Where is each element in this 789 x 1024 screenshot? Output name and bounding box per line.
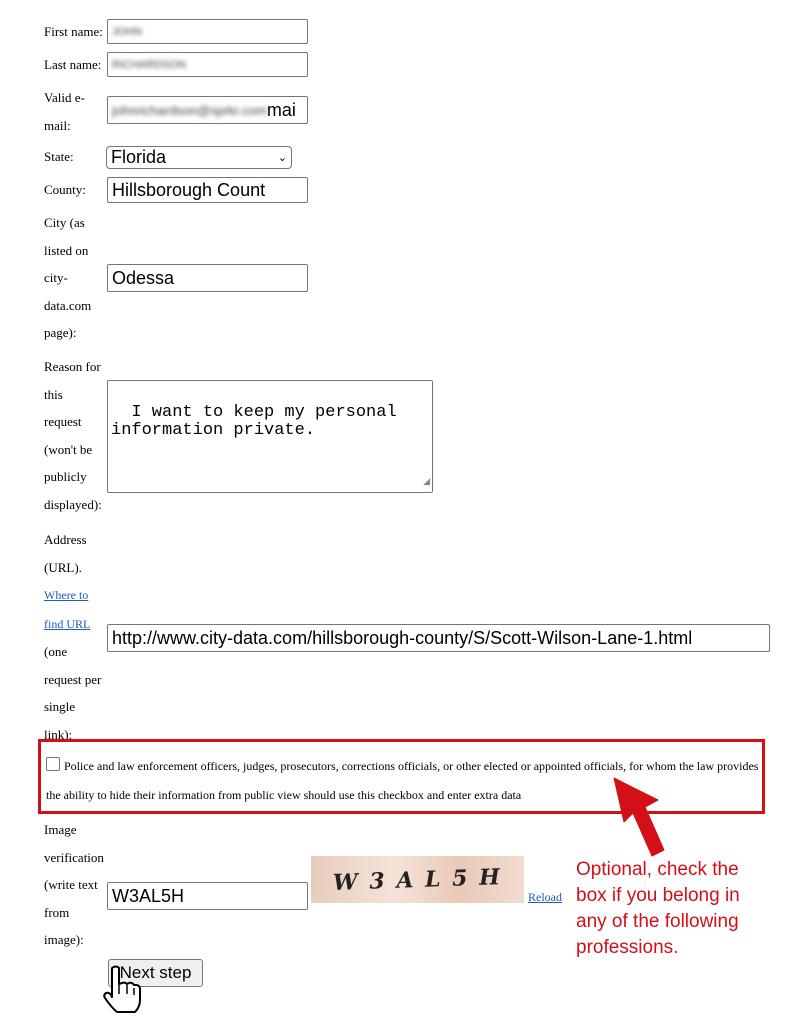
next-step-label: Next step (119, 963, 192, 982)
email-value-suffix: mai (266, 99, 296, 120)
state-select[interactable] (106, 146, 292, 169)
reason-value: I want to keep my personal information private. (111, 403, 397, 440)
city-value: Odessa (112, 267, 175, 288)
image-label-line: from (44, 904, 70, 920)
city-label-line: data.com (44, 297, 92, 313)
address-label-line: request per (44, 671, 102, 687)
address-label (44, 526, 104, 742)
officials-checkbox-text: Police and law enforcement officers, judges, prosecutors, corrections officials, or other elected or appointed officials, for whom the law provides the ability to hide their information from public view should use this checkbox and enter extra data (46, 759, 759, 802)
callout-line: box if you belong in (576, 885, 740, 906)
email-obscured: johnrichardson@sprkr.com (112, 102, 267, 118)
email-label-line2: mail: (44, 118, 71, 133)
captcha-value: W3AL5H (112, 885, 185, 906)
email-input[interactable] (107, 96, 308, 124)
address-label-line: Address (44, 532, 87, 547)
address-label-line: (one (44, 644, 68, 659)
county-label: County: (44, 182, 86, 197)
hand-pointer-cursor-icon (98, 964, 140, 1018)
first-name-value: JOHN (112, 25, 142, 38)
city-label (44, 209, 104, 347)
captcha-image-text: W 3 A L 5 H (332, 863, 503, 896)
image-verification-label (44, 816, 104, 954)
image-label-line: verification (44, 849, 104, 865)
annotation-arrow-icon (600, 770, 680, 860)
captcha-reload-link[interactable]: Reload (528, 890, 562, 904)
last-name-input[interactable] (107, 52, 308, 77)
address-value: http://www.city-data.com/hillsborough-county/S/Scott-Wilson-Lane-1.html (112, 627, 693, 648)
callout-text (576, 857, 740, 961)
county-value: Hillsborough Count (112, 179, 266, 200)
captcha-image (311, 856, 524, 903)
where-to-find-url-link[interactable]: find URL (44, 616, 91, 631)
officials-checkbox[interactable] (46, 757, 60, 771)
state-label: State: (44, 149, 74, 164)
chevron-down-icon: ⌄ (277, 152, 287, 164)
resize-handle-icon[interactable]: ◢ (423, 477, 430, 487)
reason-label-line: displayed): (44, 496, 102, 512)
image-label-line: (write text (44, 877, 98, 892)
county-input[interactable] (107, 177, 308, 203)
first-name-label: First name: (44, 24, 103, 39)
email-label-line1: Valid e- (44, 90, 85, 105)
last-name-label: Last name: (44, 57, 102, 72)
where-to-find-url-link[interactable]: Where to (44, 588, 89, 602)
address-url-input[interactable] (107, 624, 770, 652)
state-value: Florida (111, 147, 167, 167)
address-label-line: link): (44, 726, 73, 742)
callout-line: any of the following (576, 911, 739, 932)
reason-label-line: (won't be (44, 441, 93, 457)
callout-line: professions. (576, 937, 679, 958)
reason-label-line: request (44, 414, 82, 429)
first-name-input[interactable] (107, 19, 308, 44)
address-label-line: single (44, 699, 76, 714)
reason-label-line: publicly (44, 469, 87, 484)
captcha-input[interactable] (107, 882, 308, 910)
reason-label (44, 353, 104, 518)
callout-line: Optional, check the (576, 859, 739, 880)
city-input[interactable] (107, 264, 308, 292)
reason-label-line: Reason for (44, 359, 101, 374)
address-label-line: (URL). (44, 559, 82, 575)
last-name-value: RICHARDSON (112, 58, 186, 71)
reason-textarea[interactable] (107, 380, 433, 493)
city-label-line: listed on (44, 242, 89, 258)
city-label-line: City (as (44, 215, 85, 230)
reason-label-line: this (44, 386, 63, 402)
city-label-line: page): (44, 325, 77, 340)
image-label-line: image): (44, 932, 84, 947)
city-label-line: city- (44, 270, 68, 285)
image-label-line: Image (44, 822, 77, 837)
